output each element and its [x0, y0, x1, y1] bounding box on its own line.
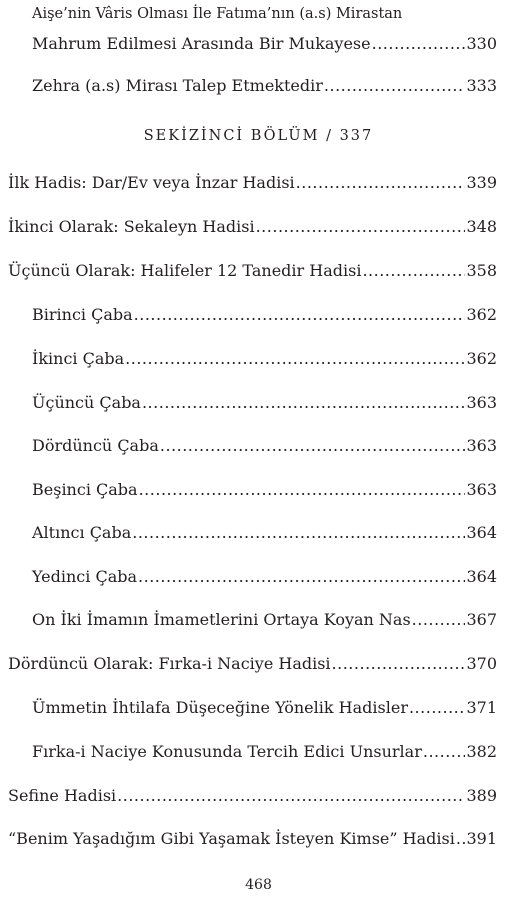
toc-entry: [32, 34, 497, 53]
toc-entry-label: On İki İmamın İmametlerini Ortaya Koyan Nas: [32, 610, 411, 629]
toc-entry: [8, 217, 497, 236]
toc-entry-label: İlk Hadis: Dar/Ev veya İnzar Hadisi: [8, 173, 295, 192]
toc-entry-page: 363: [466, 393, 497, 412]
toc-entry-label: Altıncı Çaba: [32, 523, 132, 542]
toc-entry: [32, 436, 497, 455]
toc-entry-label: Zehra (a.s) Mirası Talep Etmektedir: [32, 76, 323, 95]
toc-entry-label: Üçüncü Olarak: Halifeler 12 Tanedir Hadisi: [8, 261, 362, 280]
toc-entry-label: Mahrum Edilmesi Arasında Bir Mukayese: [32, 34, 371, 53]
leader-dots: [332, 654, 466, 673]
leader-dots: [139, 480, 466, 499]
toc-entry-page: 389: [466, 786, 497, 805]
leader-dots: [134, 305, 466, 324]
toc-entry-label: Ümmetin İhtilafa Düşeceğine Yönelik Hadisler: [32, 698, 408, 717]
toc-entry-label: Dördüncü Çaba: [32, 436, 159, 455]
toc-entry-page: 364: [466, 567, 497, 586]
toc-entry-page: 330: [466, 34, 497, 53]
toc-entry: [8, 654, 497, 673]
leader-dots: [324, 76, 466, 95]
toc-entry-page: 364: [466, 523, 497, 542]
toc-entry-label: “Benim Yaşadığım Gibi Yaşamak İsteyen Kimse” Hadisi: [8, 829, 455, 848]
toc-entry-page: 363: [466, 436, 497, 455]
leader-dots: [160, 436, 466, 455]
toc-entry: [8, 261, 497, 280]
toc-entry-label: Yedinci Çaba: [32, 567, 138, 586]
toc-entry-line: Aişe’nin Vâris Olması İle Fatıma’nın (a.s) Mirastan: [32, 6, 403, 22]
leader-dots: [142, 393, 465, 412]
toc-entry: [32, 76, 497, 95]
leader-dots: [412, 610, 466, 629]
leader-dots: [117, 786, 465, 805]
toc-entry-label: İkinci Olarak: Sekaleyn Hadisi: [8, 217, 255, 236]
toc-entry: [8, 829, 497, 848]
toc-entry-page: 358: [466, 261, 497, 280]
leader-dots: [362, 261, 465, 280]
toc-entry: [8, 786, 497, 805]
toc-entry-page: 367: [466, 610, 497, 629]
toc-entry-label: Beşinci Çaba: [32, 480, 138, 499]
leader-dots: [296, 173, 466, 192]
leader-dots: [132, 523, 465, 542]
toc-entry: [32, 567, 497, 586]
section-heading: SEKİZİNCİ BÖLÜM / 337: [143, 128, 374, 144]
toc-entry: [32, 523, 497, 542]
toc-entry-page: 382: [466, 742, 497, 761]
toc-entry: [32, 349, 497, 368]
toc-entry-label: Birinci Çaba: [32, 305, 133, 324]
toc-entry-page: 348: [466, 217, 497, 236]
page-number: 468: [245, 877, 272, 893]
toc-entry: [32, 393, 497, 412]
toc-entry-label: Sefine Hadisi: [8, 786, 117, 805]
toc-entry-page: 391: [466, 829, 497, 848]
toc-entry-label: İkinci Çaba: [32, 349, 125, 368]
leader-dots: [423, 742, 466, 761]
toc-entry: [32, 480, 497, 499]
leader-dots: [256, 217, 466, 236]
toc-entry-page: 339: [466, 173, 497, 192]
toc-entry: [8, 173, 497, 192]
toc-entry-page: 362: [466, 305, 497, 324]
leader-dots: [456, 829, 466, 848]
toc-entry-page: 362: [466, 349, 497, 368]
toc-entry-page: 370: [466, 654, 497, 673]
toc-entry: [32, 610, 497, 629]
toc-entry: [32, 305, 497, 324]
leader-dots: [138, 567, 465, 586]
toc-entry-label: Üçüncü Çaba: [32, 393, 141, 412]
leader-dots: [409, 698, 465, 717]
toc-entry-page: 371: [466, 698, 497, 717]
toc-entry: [32, 742, 497, 761]
leader-dots: [125, 349, 465, 368]
toc-entry-label: Fırka-i Naciye Konusunda Tercih Edici Unsurlar: [32, 742, 422, 761]
toc-entry-page: 363: [466, 480, 497, 499]
toc-entry-label: Dördüncü Olarak: Fırka-i Naciye Hadisi: [8, 654, 331, 673]
toc-entry: [32, 698, 497, 717]
leader-dots: [372, 34, 466, 53]
toc-entry-page: 333: [466, 76, 497, 95]
